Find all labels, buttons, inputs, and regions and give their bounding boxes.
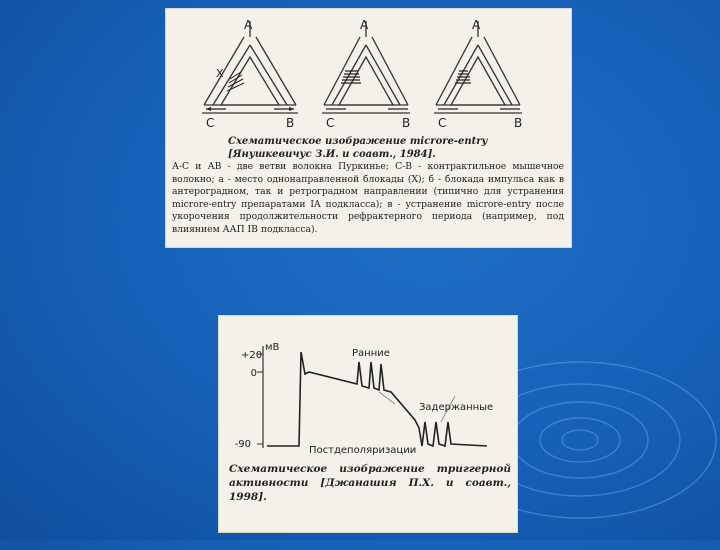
microreentry-caption-body: А-С и АВ - две ветви волокна Пуркинье; С-В - контрактильное мышечное волокно; а - место однонаправленной блокады (X); б - блокада импульса как в антероградном, так и ретроградном направлении (типично для устранения microre-entry препаратами IA подкласса); в - устранение microre-entry после укорочения продолжительности рефрактерного периода (например, под влиянием ААП IB подкласса). — [172, 161, 564, 235]
afterdepolarizations-label: Постдеполяризации — [309, 445, 417, 456]
microreentry-diagrams — [166, 9, 571, 134]
y-tick-marks — [257, 354, 263, 444]
diagram-panel-b — [322, 18, 410, 130]
node-a-label: A — [360, 18, 369, 32]
node-c-label: C — [326, 116, 335, 130]
delayed-afterdepolarizations-label: Задержанные — [419, 402, 494, 413]
y-tick-label: 0 — [250, 368, 257, 379]
microreentry-figure — [166, 9, 571, 247]
node-b-label: B — [514, 116, 523, 130]
node-b-label: B — [286, 116, 295, 130]
diagram-panel-a — [202, 18, 298, 130]
node-c-label: C — [206, 116, 215, 130]
triggered-activity-caption: Схематическое изображение триггерной активности [Джанашия П.Х. и соавт., 1998]. — [229, 463, 511, 503]
unit-label: мВ — [265, 342, 280, 353]
diagram-panel-c — [434, 18, 522, 130]
node-c-label: C — [438, 116, 447, 130]
early-afterdepolarizations-label: Ранние — [352, 348, 390, 359]
node-a-label: A — [472, 18, 481, 32]
membrane-potential-trace — [267, 352, 487, 446]
microreentry-caption-title: Схематическое изображение microre-entry [Янушкевичус З.И. и соавт., 1984]. — [228, 136, 488, 160]
triggered-activity-figure — [219, 316, 517, 532]
node-a-label: A — [244, 18, 253, 32]
action-potential-trace — [219, 316, 517, 461]
block-x-label: X — [216, 67, 224, 80]
y-tick-label: +20 — [241, 350, 263, 361]
node-b-label: B — [402, 116, 411, 130]
y-tick-label: -90 — [234, 439, 251, 450]
